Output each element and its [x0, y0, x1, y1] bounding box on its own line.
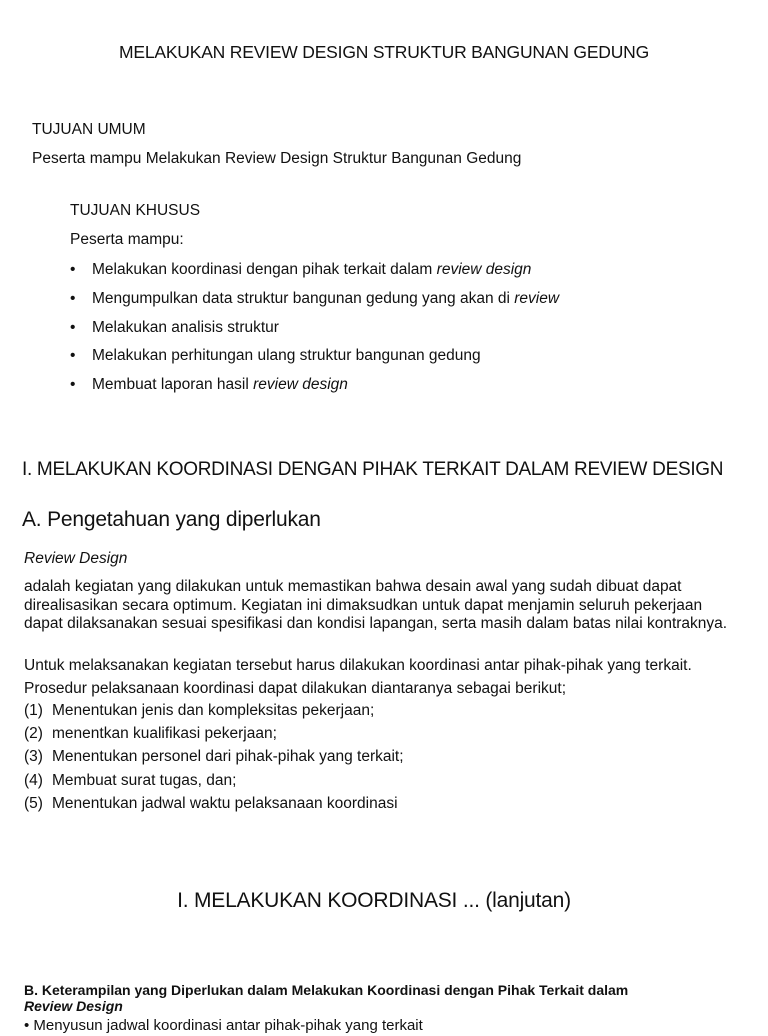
subsection-b-title-italic: Review Design	[24, 997, 123, 1014]
bullet-icon: •	[70, 347, 76, 365]
objective-item	[70, 288, 559, 317]
objective-italic: review design	[436, 261, 532, 278]
procedure-step	[24, 723, 404, 746]
tujuan-umum-text: Peserta mampu Melakukan Review Design Struktur Bangunan Gedung	[32, 150, 522, 167]
tujuan-khusus-intro: Peserta mampu:	[70, 231, 184, 248]
subsection-a-title: A. Pengetahuan yang diperlukan	[22, 508, 321, 531]
review-design-definition: adalah kegiatan yang dilakukan untuk memastikan bahwa desain awal yang sudah dibuat dapat direalisasikan secara optimum. Kegiatan ini dimaksudkan untuk dapat menjamin seluruh pekerjaan dapat dilaksanakan sesuai spesifikasi dan kondisi lapangan, serta masih dalam batas nilai kontraknya.	[24, 578, 728, 632]
bullet-icon: •	[70, 261, 76, 278]
procedure-step	[24, 770, 404, 793]
subsection-b-title-text: B. Keterampilan yang Diperlukan dalam Melakukan Koordinasi dengan Pihak Terkait dalam	[24, 982, 629, 998]
document-title: MELAKUKAN REVIEW DESIGN STRUKTUR BANGUNAN GEDUNG	[118, 42, 650, 62]
step-text: Menentukan jenis dan kompleksitas pekerjaan;	[52, 702, 375, 719]
step-number: (2)	[24, 725, 43, 743]
procedure-step	[24, 793, 404, 816]
bullet-icon: •	[70, 318, 76, 336]
objective-italic: review design	[253, 376, 348, 394]
objective-item	[70, 374, 559, 403]
bullet-icon: •	[70, 289, 76, 307]
tujuan-khusus-heading: TUJUAN KHUSUS	[70, 202, 201, 219]
procedure-step	[24, 700, 404, 723]
step-number: (1)	[24, 702, 43, 719]
objective-item	[70, 345, 559, 374]
step-number: (4)	[24, 771, 43, 789]
step-text: menentkan kualifikasi pekerjaan;	[52, 725, 277, 743]
review-design-term: Review Design	[24, 550, 128, 567]
subsection-b-title	[24, 983, 744, 1014]
objective-text: Mengumpulkan data struktur bangunan gedung yang akan di	[92, 289, 515, 307]
section-1-title: I. MELAKUKAN KOORDINASI DENGAN PIHAK TERKAIT DALAM REVIEW DESIGN	[22, 459, 724, 480]
procedure-intro: Untuk melaksanakan kegiatan tersebut harus dilakukan koordinasi antar pihak-pihak yang terkait. Prosedur pelaksanaan koordinasi dapat dilakukan diantaranya sebagai berikut;	[24, 657, 692, 697]
objective-italic: review	[514, 289, 560, 307]
step-text: Membuat surat tugas, dan;	[52, 771, 237, 789]
procedure-step	[24, 746, 404, 769]
truncated-bullet-line: • Menyusun jadwal koordinasi antar pihak-pihak yang terkait	[24, 1017, 423, 1034]
step-text: Menentukan personel dari pihak-pihak yang terkait;	[52, 748, 404, 766]
objective-text: Melakukan perhitungan ulang struktur bangunan gedung	[92, 347, 481, 365]
objective-text: Melakukan koordinasi dengan pihak terkait dalam	[92, 261, 437, 278]
objective-text: Melakukan analisis struktur	[92, 318, 279, 336]
objective-item	[70, 259, 559, 288]
objective-item	[70, 317, 559, 346]
step-number: (3)	[24, 748, 43, 766]
objectives-list	[70, 259, 559, 403]
bullet-icon: •	[70, 376, 76, 394]
continued-section-title: I. MELAKUKAN KOORDINASI ... (lanjutan)	[177, 889, 571, 912]
step-number: (5)	[24, 794, 43, 812]
step-text: Menentukan jadwal waktu pelaksanaan koordinasi	[52, 794, 398, 812]
procedure-steps-list	[24, 700, 404, 816]
tujuan-umum-heading: TUJUAN UMUM	[32, 121, 146, 138]
objective-text: Membuat laporan hasil	[92, 376, 254, 394]
